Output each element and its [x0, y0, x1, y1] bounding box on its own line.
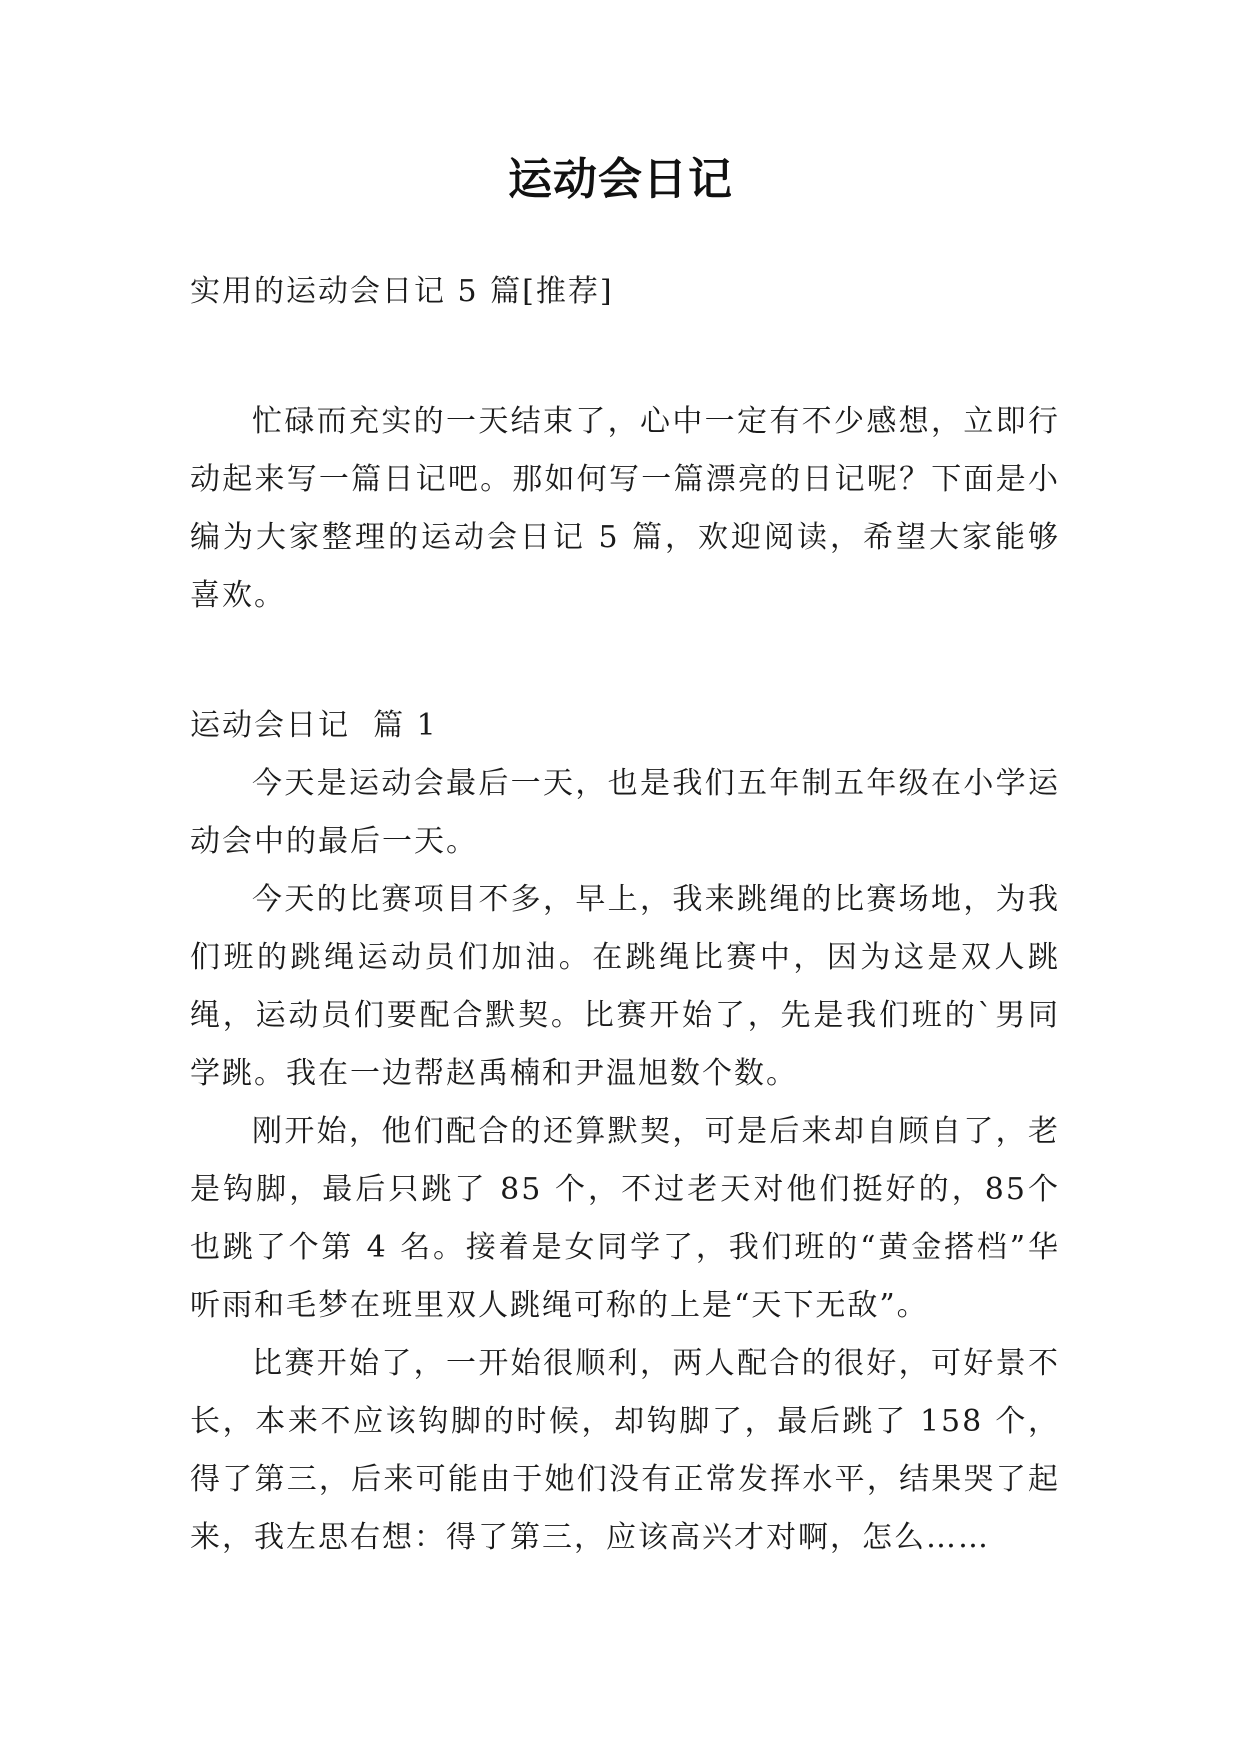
document-title: 运动会日记 — [508, 154, 733, 205]
section-heading: 运动会日记 篇 1 — [190, 708, 438, 743]
body-paragraph-1: 今天是运动会最后一天，也是我们五年制五年级在小学运动会中的最后一天。 — [190, 766, 1060, 859]
document-body — [190, 263, 1060, 1567]
spacer — [190, 321, 1060, 393]
body-paragraph-4: 比赛开始了，一开始很顺利，两人配合的很好，可好景不长，本来不应该钩脚的时候，却钩脚了，最后跳了 158 个，得了第三，后来可能由于她们没有正常发挥水平，结果哭了起来，我左思右想：得了第三，应该高兴才对啊，怎么…… — [190, 1346, 1060, 1555]
body-paragraph-3: 刚开始，他们配合的还算默契，可是后来却自顾自了，老是钩脚，最后只跳了 85 个，不过老天对他们挺好的，85个也跳了个第 4 名。接着是女同学了，我们班的“黄金搭档”华听雨和毛梦在班里双人跳绳可称的上是“天下无敌”。 — [190, 1114, 1060, 1323]
spacer — [190, 625, 1060, 697]
document-subtitle: 实用的运动会日记 5 篇[推荐] — [190, 274, 614, 309]
intro-paragraph: 忙碌而充实的一天结束了，心中一定有不少感想，立即行动起来写一篇日记吧。那如何写一篇漂亮的日记呢？下面是小编为大家整理的运动会日记 5 篇，欢迎阅读，希望大家能够喜欢。 — [190, 404, 1060, 613]
body-paragraph-2: 今天的比赛项目不多，早上，我来跳绳的比赛场地，为我们班的跳绳运动员们加油。在跳绳比赛中，因为这是双人跳绳，运动员们要配合默契。比赛开始了，先是我们班的`男同学跳。我在一边帮赵禹楠和尹温旭数个数。 — [190, 882, 1060, 1091]
